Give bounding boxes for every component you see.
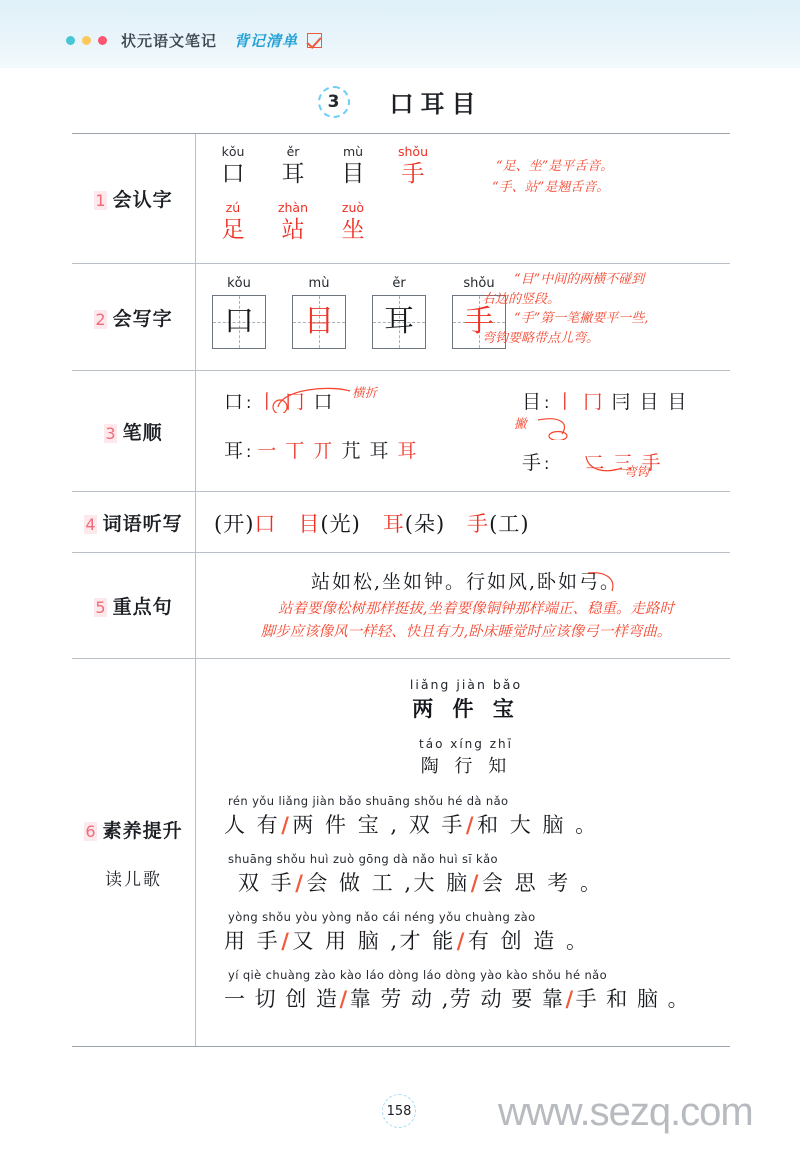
header-band [0,0,800,68]
stroke-step: 芁 [341,440,361,462]
stroke-tag-pie: 撇 [514,416,527,431]
row-label-recognize [72,134,196,263]
row-title: 词语听写 [102,512,183,535]
recognize-char-line-1 [216,144,722,188]
stroke-steps [555,387,686,414]
row-title: 笔顺 [122,421,163,444]
poem-line [214,910,718,955]
char-pair [216,200,250,244]
pinyin: zhàn [277,200,309,216]
annotation-line: 弯钩要略带点儿弯。 [482,330,600,346]
write-box-cell [212,276,266,349]
annotation-line: “足、坐”是平舌音。 [496,159,614,174]
row-body-literacy [196,659,730,1046]
tianzige-grid [212,295,266,349]
hanzi: 口 [221,160,245,187]
stroke-step: 三 [613,452,633,474]
stroke-step: 耳 [369,440,389,462]
stroke-tag-wangou: 弯钩 [624,464,650,479]
hanzi: 手 [464,304,494,339]
annotation-write [482,270,649,348]
poem-title: 两 件 宝 [412,697,520,722]
char-pair [276,144,310,188]
annotation-line: “手、站”是翘舌音。 [492,180,610,196]
row-body-recognize [196,134,730,263]
stroke-step: 二 [585,452,605,474]
row-title: 会写字 [112,307,173,330]
sentence-pointer-arc-icon [586,569,626,597]
stroke-step: 耳 [397,440,417,462]
pinyin: zuò [341,200,365,216]
pinyin: shǒu [397,144,428,159]
notes-table [72,133,730,1047]
poem-line-pinyin: rén yǒu liǎng jiàn bǎo shuāng shǒu hé dà nǎo [228,794,509,809]
hanzi: 手 [401,160,425,187]
row-label-dictation [72,492,196,552]
row-body-key-sentence [196,553,730,658]
stroke-char: 目 [522,391,542,413]
table-row-literacy [72,659,730,1046]
recognize-char-line-2 [216,200,722,244]
row-number: 1 [95,191,106,210]
annotation-line: 站着要像松树那样挺拔,坐着要像铜钟那样端正、稳重。走路时 [277,601,675,617]
stroke-pointer-pie-icon [536,416,596,440]
dictation-target: 口 [254,512,277,536]
row-number: 2 [95,309,106,329]
dictation-context: (朵) [404,512,446,536]
poem-line-hanzi: 一 切 创 造/靠 劳 动 ,劳 动 要 靠/手 和 脑 。 [224,986,691,1012]
watermark: www.sezq.com [498,1090,753,1134]
stroke-step: 一 [257,440,277,462]
lesson-number-badge: 3 [318,86,350,118]
dictation-item [467,508,529,538]
table-row-key-sentence [72,553,730,659]
stroke-char: 口 [224,391,244,413]
hanzi: 坐 [341,217,365,243]
stroke-step: 丨 [257,391,277,413]
hanzi: 耳 [384,304,414,339]
row-title: 会认字 [112,189,173,211]
tianzige-grid [292,295,346,349]
stroke-pointer-arc-icon [272,383,364,413]
write-box-cell [292,276,346,349]
poem-line-pinyin: shuāng shǒu huì zuò gōng dà nǎo huì sī kǎo [228,852,498,867]
stroke-step: 目 [639,391,659,413]
stroke-step: 丅 [285,440,305,462]
row-number: 4 [85,514,96,534]
pinyin: ěr [286,144,300,159]
annotation-line: 右边的竖段。 [482,291,561,307]
row-body-stroke-order [196,371,730,491]
hanzi: 口 [224,304,254,339]
annotation-line: “手”第一笔撇要平一些, [514,311,649,326]
stroke-char: 手 [522,452,542,474]
row-title: 素养提升 [102,819,183,842]
row-number: 5 [95,598,106,618]
hanzi: 目 [304,304,334,339]
stroke-steps [257,436,416,463]
lesson-title-row [0,84,800,119]
row-label-key-sentence [72,553,196,658]
dot-teal-icon [66,36,75,45]
stroke-order-shou: 撇 手 : 二 三 手 弯钩 [514,416,661,479]
poem [210,669,722,1036]
row-title: 重点句 [112,596,173,619]
dictation-context: (光) [320,512,361,536]
stroke-step: 丌 [313,440,333,462]
stroke-step: 冂 [285,391,305,413]
pinyin: shǒu [463,276,495,291]
hanzi: 目 [341,160,365,187]
poem-line-hanzi: 双 手/会 做 工 ,大 脑/会 思 考 。 [238,870,604,896]
dictation-items [210,502,722,542]
stroke-order-grid [210,381,722,481]
pinyin: kǒu [227,276,251,291]
stroke-order-er: 耳 : 一 丅 丌 芁 耳 耳 [210,420,466,481]
char-pair [336,200,370,244]
row-number: 6 [85,821,96,841]
row-label-write [72,264,196,370]
dot-yellow-icon [82,36,91,45]
poem-author-pinyin: táo xíng zhī [419,737,513,752]
write-box-cell [372,276,426,349]
stroke-step: 丨 [555,391,575,413]
poem-line-hanzi: 用 手/又 用 脑 ,才 能/有 创 造 。 [224,928,590,954]
char-pair [276,200,310,244]
stroke-char: 耳 [224,440,244,462]
check-mark-icon [307,33,322,48]
dictation-target: 耳 [382,512,405,536]
brand-header [66,30,322,51]
annotation-line: “目”中间的两横不碰到 [514,272,645,287]
hanzi: 耳 [281,160,305,187]
char-pair [216,144,250,188]
row-body-dictation [196,492,730,552]
stroke-step: 冂 [583,391,603,413]
poem-author: 陶 行 知 [420,756,512,778]
pinyin: mù [342,144,364,159]
stroke-step: 目 [667,391,687,413]
row-label-literacy [72,659,196,1046]
dot-pink-icon [98,36,107,45]
page-number-badge: 158 [382,1094,416,1128]
brand-subtitle: 背记清单 [234,32,299,50]
stroke-step: 冃 [611,391,631,413]
dictation-item [383,508,445,538]
row-label-stroke-order [72,371,196,491]
poem-lines [214,794,718,1013]
dictation-context: (工) [489,512,530,536]
pinyin: kǒu [221,144,245,159]
stroke-order-kou: 口 : 丨 冂 口 横折 [224,385,378,413]
stroke-step: 手 [641,452,661,474]
table-row-dictation [72,492,730,553]
annotation-recognize [492,156,614,199]
hanzi: 站 [281,217,305,243]
brand-title: 状元语文笔记 [121,32,218,50]
hanzi: 足 [221,217,245,243]
stroke-step: 口 [313,391,333,413]
dictation-target: 目 [298,512,321,536]
dictation-context: (开) [214,512,255,536]
poem-line [214,852,718,897]
poem-line-pinyin: yí qiè chuàng zào kào láo dòng láo dòng yào kào shǒu hé nǎo [228,968,608,983]
key-sentence: 站如松,坐如钟。行如风,卧如弓。 [310,571,622,593]
tianzige-grid [372,295,426,349]
table-row-stroke-order [72,371,730,492]
table-row-recognize [72,134,730,264]
row-number: 3 [105,423,116,443]
poem-title-pinyin: liǎng jiàn bǎo [409,677,523,693]
dictation-target: 手 [467,512,490,536]
pinyin: mù [308,276,330,291]
char-pair [336,144,370,188]
key-sentence-note [210,596,722,648]
annotation-line: 脚步应该像风一样轻、快且有力,卧床睡觉时应该像弓一样弯曲。 [260,624,672,641]
poem-line [214,794,718,839]
row-subtitle: 读儿歌 [105,869,162,890]
pinyin: ěr [392,276,406,291]
table-row-write [72,264,730,371]
pinyin: zú [225,200,241,216]
poem-line [214,968,718,1013]
row-body-write [196,264,730,370]
char-pair [396,144,430,188]
page-title: 口耳目 [389,90,483,118]
poem-header [214,677,718,778]
stroke-tag: 横折 [352,385,378,400]
stroke-order-mu: 目 : 丨 冂 冃 目 目 [466,381,722,420]
dictation-item [298,508,360,538]
poem-line-hanzi: 人 有/两 件 宝 , 双 手/和 大 脑 。 [224,812,599,838]
dictation-item [214,508,276,538]
poem-line-pinyin: yòng shǒu yòu yòng nǎo cái néng yǒu chuàng zào [228,910,536,925]
